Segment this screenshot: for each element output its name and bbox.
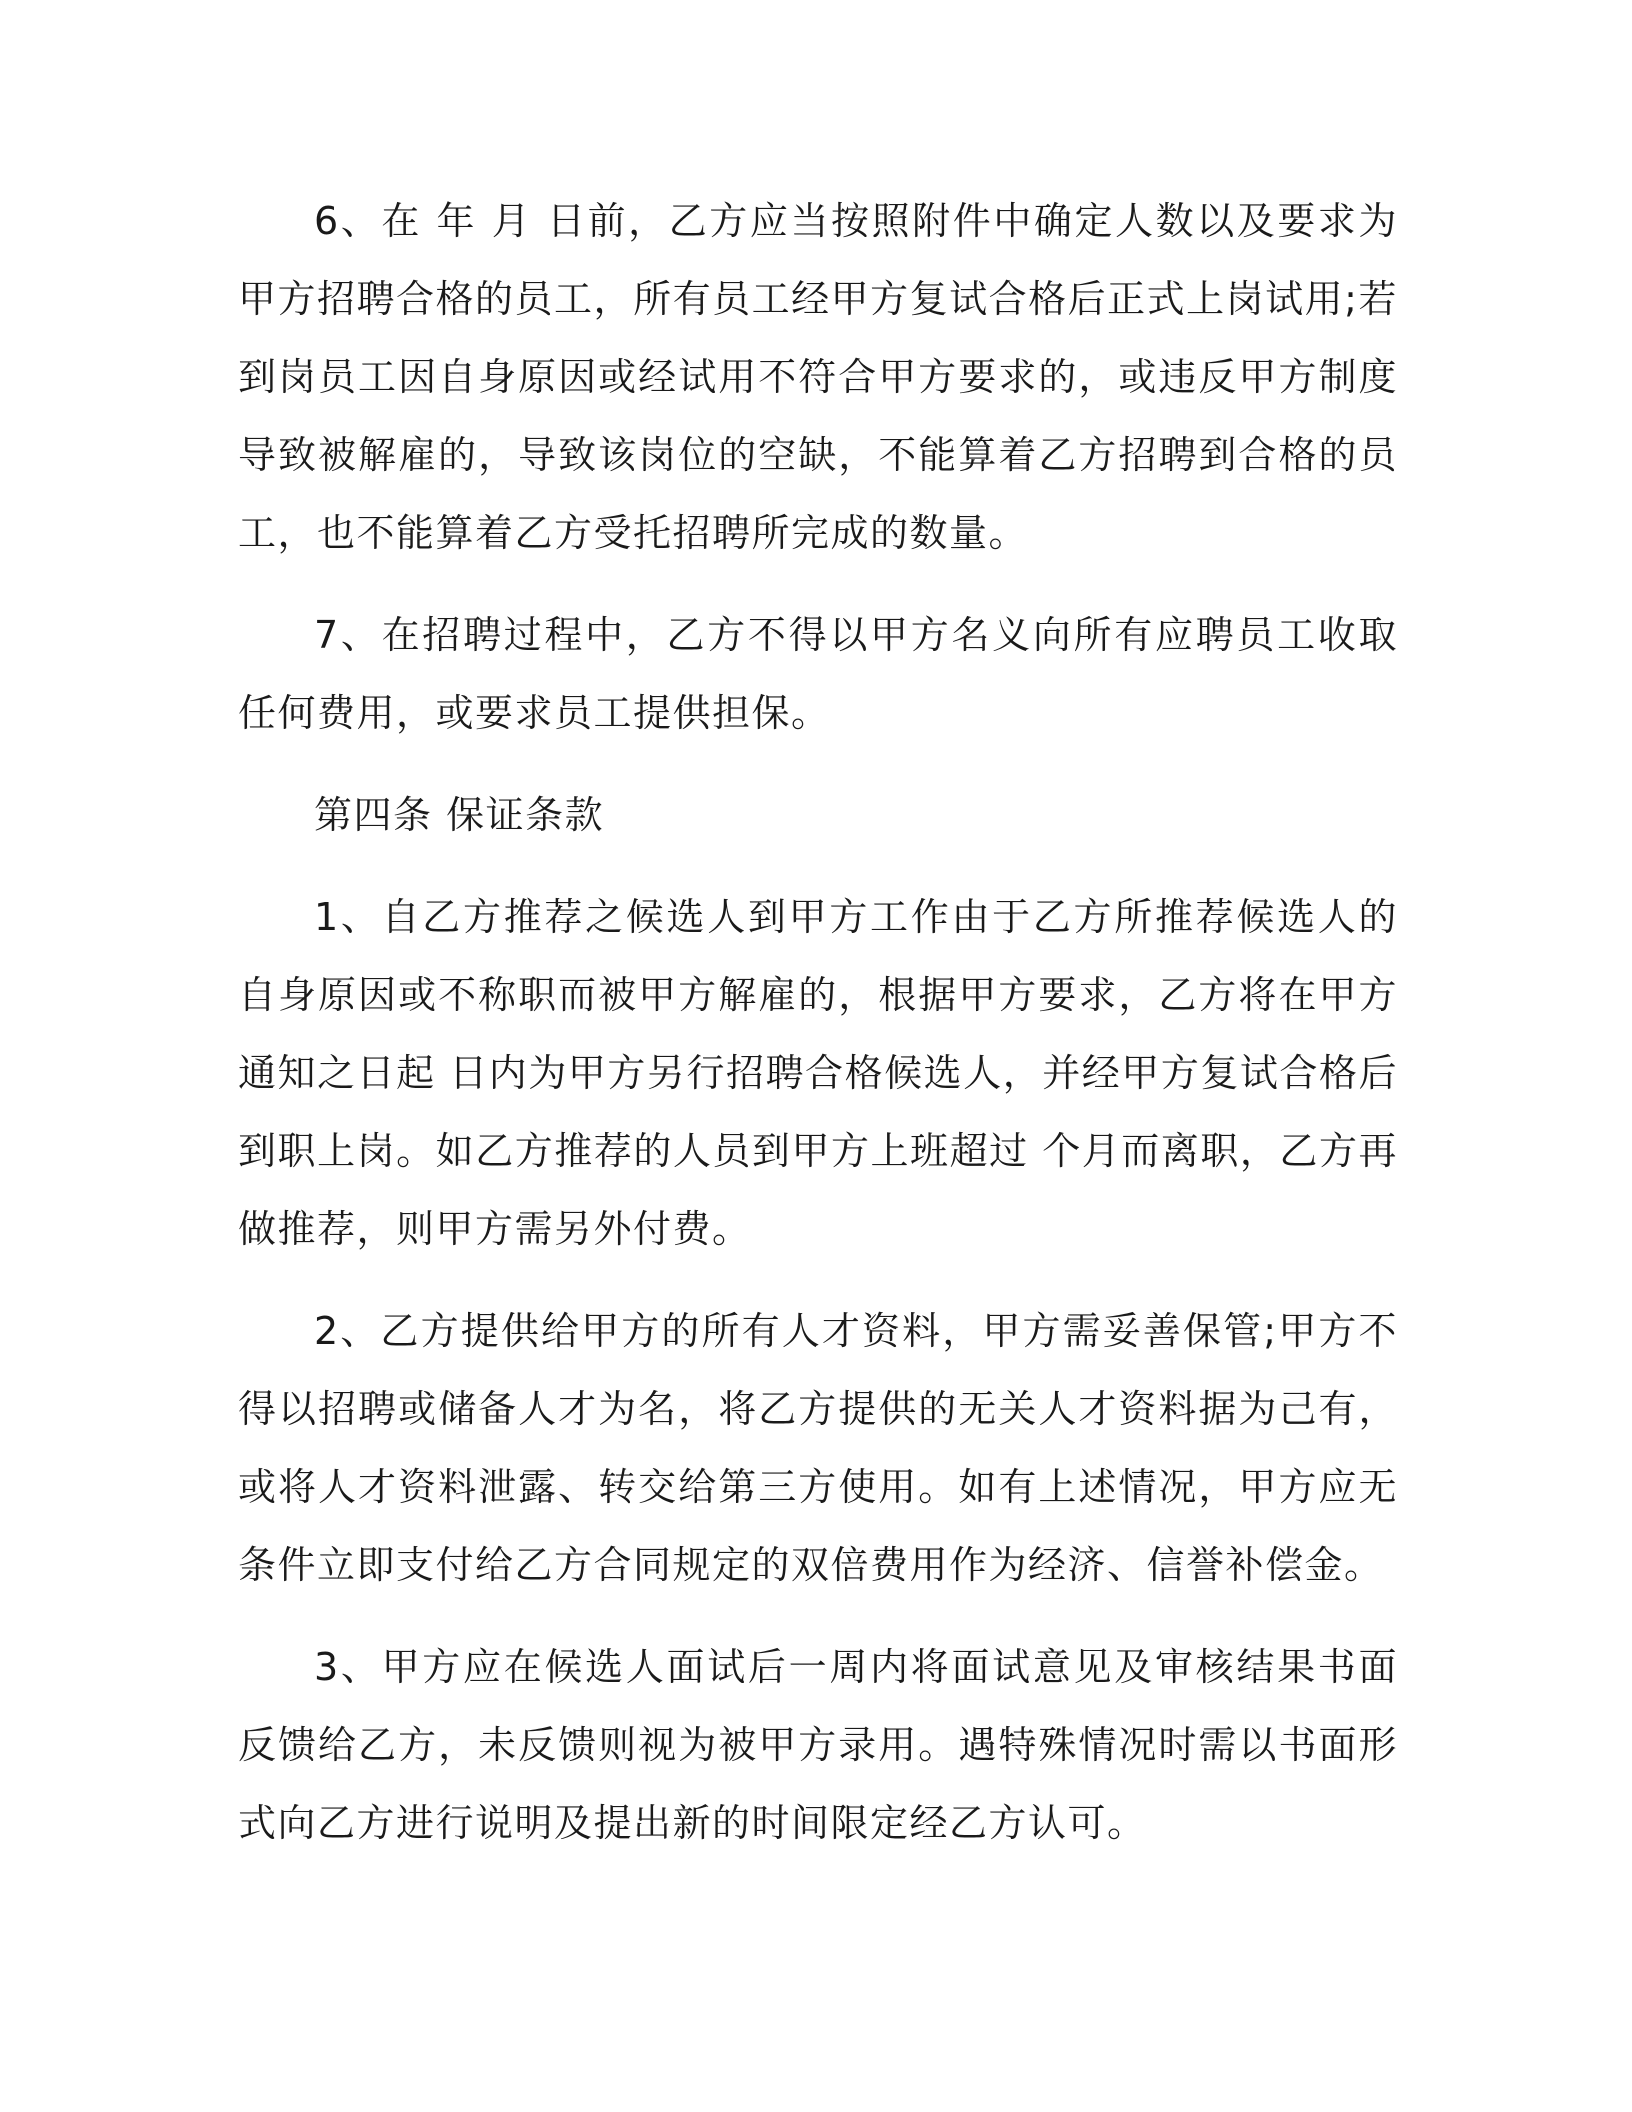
clause-6-paragraph: 6、在 年 月 日前，乙方应当按照附件中确定人数以及要求为甲方招聘合格的员工，所有员工经甲方复试合格后正式上岗试用;若到岗员工因自身原因或经试用不符合甲方要求的，或违反甲方制度导致被解雇的，导致该岗位的空缺，不能算着乙方招聘到合格的员工，也不能算着乙方受托招聘所完成的数量。 bbox=[238, 199, 1398, 555]
guarantee-clause-2-paragraph: 2、乙方提供给甲方的所有人才资料，甲方需妥善保管;甲方不得以招聘或储备人才为名，将乙方提供的无关人才资料据为己有，或将人才资料泄露、转交给第三方使用。如有上述情况，甲方应无条件立即支付给乙方合同规定的双倍费用作为经济、信誉补偿金。 bbox=[238, 1309, 1398, 1587]
clause-7-paragraph: 7、在招聘过程中，乙方不得以甲方名义向所有应聘员工收取任何费用，或要求员工提供担保。 bbox=[238, 613, 1398, 735]
document-body bbox=[238, 182, 1398, 1886]
guarantee-clause-1-paragraph: 1、自乙方推荐之候选人到甲方工作由于乙方所推荐候选人的自身原因或不称职而被甲方解雇的，根据甲方要求，乙方将在甲方通知之日起 日内为甲方另行招聘合格候选人，并经甲方复试合格后到职上岗。如乙方推荐的人员到甲方上班超过 个月而离职，乙方再做推荐，则甲方需另外付费。 bbox=[238, 895, 1398, 1251]
section-heading: 第四条 保证条款 bbox=[314, 793, 605, 837]
guarantee-clause-3-paragraph: 3、甲方应在候选人面试后一周内将面试意见及审核结果书面反馈给乙方，未反馈则视为被甲方录用。遇特殊情况时需以书面形式向乙方进行说明及提出新的时间限定经乙方认可。 bbox=[238, 1645, 1398, 1845]
